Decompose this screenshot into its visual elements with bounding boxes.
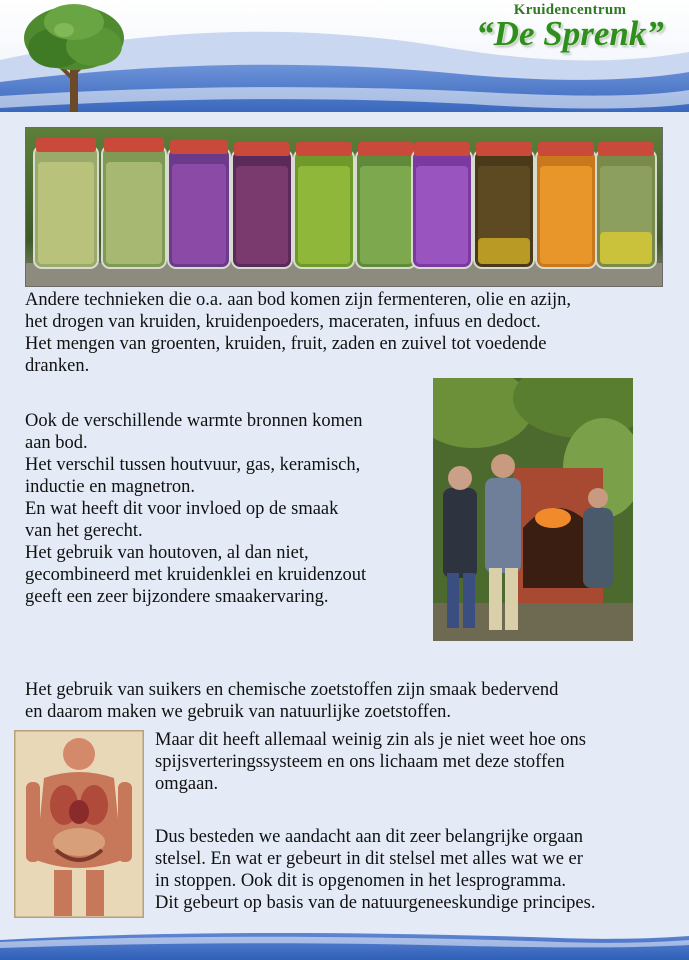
- paragraph-sugars-1: Het gebruik van suikers en chemische zoetstoffen zijn smaak bedervend: [25, 680, 559, 700]
- paragraph-digestion-1: Maar dit heeft allemaal weinig zin als je niet weet hoe ons: [155, 730, 586, 750]
- page-header: [0, 0, 689, 122]
- tree-icon: [18, 2, 128, 114]
- paragraph-digestion-3: omgaan.: [155, 774, 219, 794]
- paragraph-techniques-3: Het mengen van groenten, kruiden, fruit, zaden en zuivel tot voedende: [25, 334, 547, 354]
- paragraph-techniques-1: Andere technieken die o.a. aan bod komen zijn fermenteren, olie en azijn,: [25, 290, 572, 310]
- paragraph-heat-6: van het gerecht.: [25, 521, 143, 541]
- paragraph-heat-3: Het verschil tussen houtvuur, gas, keramisch,: [25, 455, 361, 475]
- anatomy-chart-photo: [14, 730, 144, 918]
- wood-oven-photo: [433, 378, 633, 641]
- paragraph-techniques-2: het drogen van kruiden, kruidenpoeders, maceraten, infuus en dedoct.: [25, 312, 541, 332]
- paragraph-organ-2: stelsel. En wat er gebeurt in dit stelsel met alles wat we er: [155, 849, 583, 869]
- paragraph-organ-1: Dus besteden we aandacht aan dit zeer belangrijke orgaan: [155, 827, 584, 847]
- paragraph-heat-9: geeft een zeer bijzondere smaakervaring.: [25, 587, 329, 607]
- paragraph-organ-4: Dit gebeurt op basis van de natuurgeneeskundige principes.: [155, 893, 596, 913]
- paragraph-heat-4: inductie en magnetron.: [25, 477, 196, 497]
- paragraph-heat-8: gecombineerd met kruidenklei en kruidenzout: [25, 565, 367, 585]
- paragraph-heat-1: Ook de verschillende warmte bronnen komen: [25, 411, 363, 431]
- footer-wave: [0, 928, 689, 960]
- paragraph-sugars-2: en daarom maken we gebruik van natuurlijke zoetstoffen.: [25, 702, 452, 722]
- paragraph-digestion-2: spijsverteringssysteem en ons lichaam met deze stoffen: [155, 752, 565, 772]
- paragraph-organ-3: in stoppen. Ook dit is opgenomen in het lesprogramma.: [155, 871, 567, 891]
- herb-jars-photo: [25, 127, 663, 287]
- brand-title: “De Sprenk”: [476, 14, 664, 53]
- paragraph-heat-2: aan bod.: [25, 433, 88, 453]
- paragraph-techniques-4: dranken.: [25, 356, 90, 376]
- paragraph-heat-7: Het gebruik van houtoven, al dan niet,: [25, 543, 309, 563]
- brand-subtitle: Kruidencentrum: [513, 2, 627, 18]
- paragraph-heat-5: En wat heeft dit voor invloed op de smaak: [25, 499, 339, 519]
